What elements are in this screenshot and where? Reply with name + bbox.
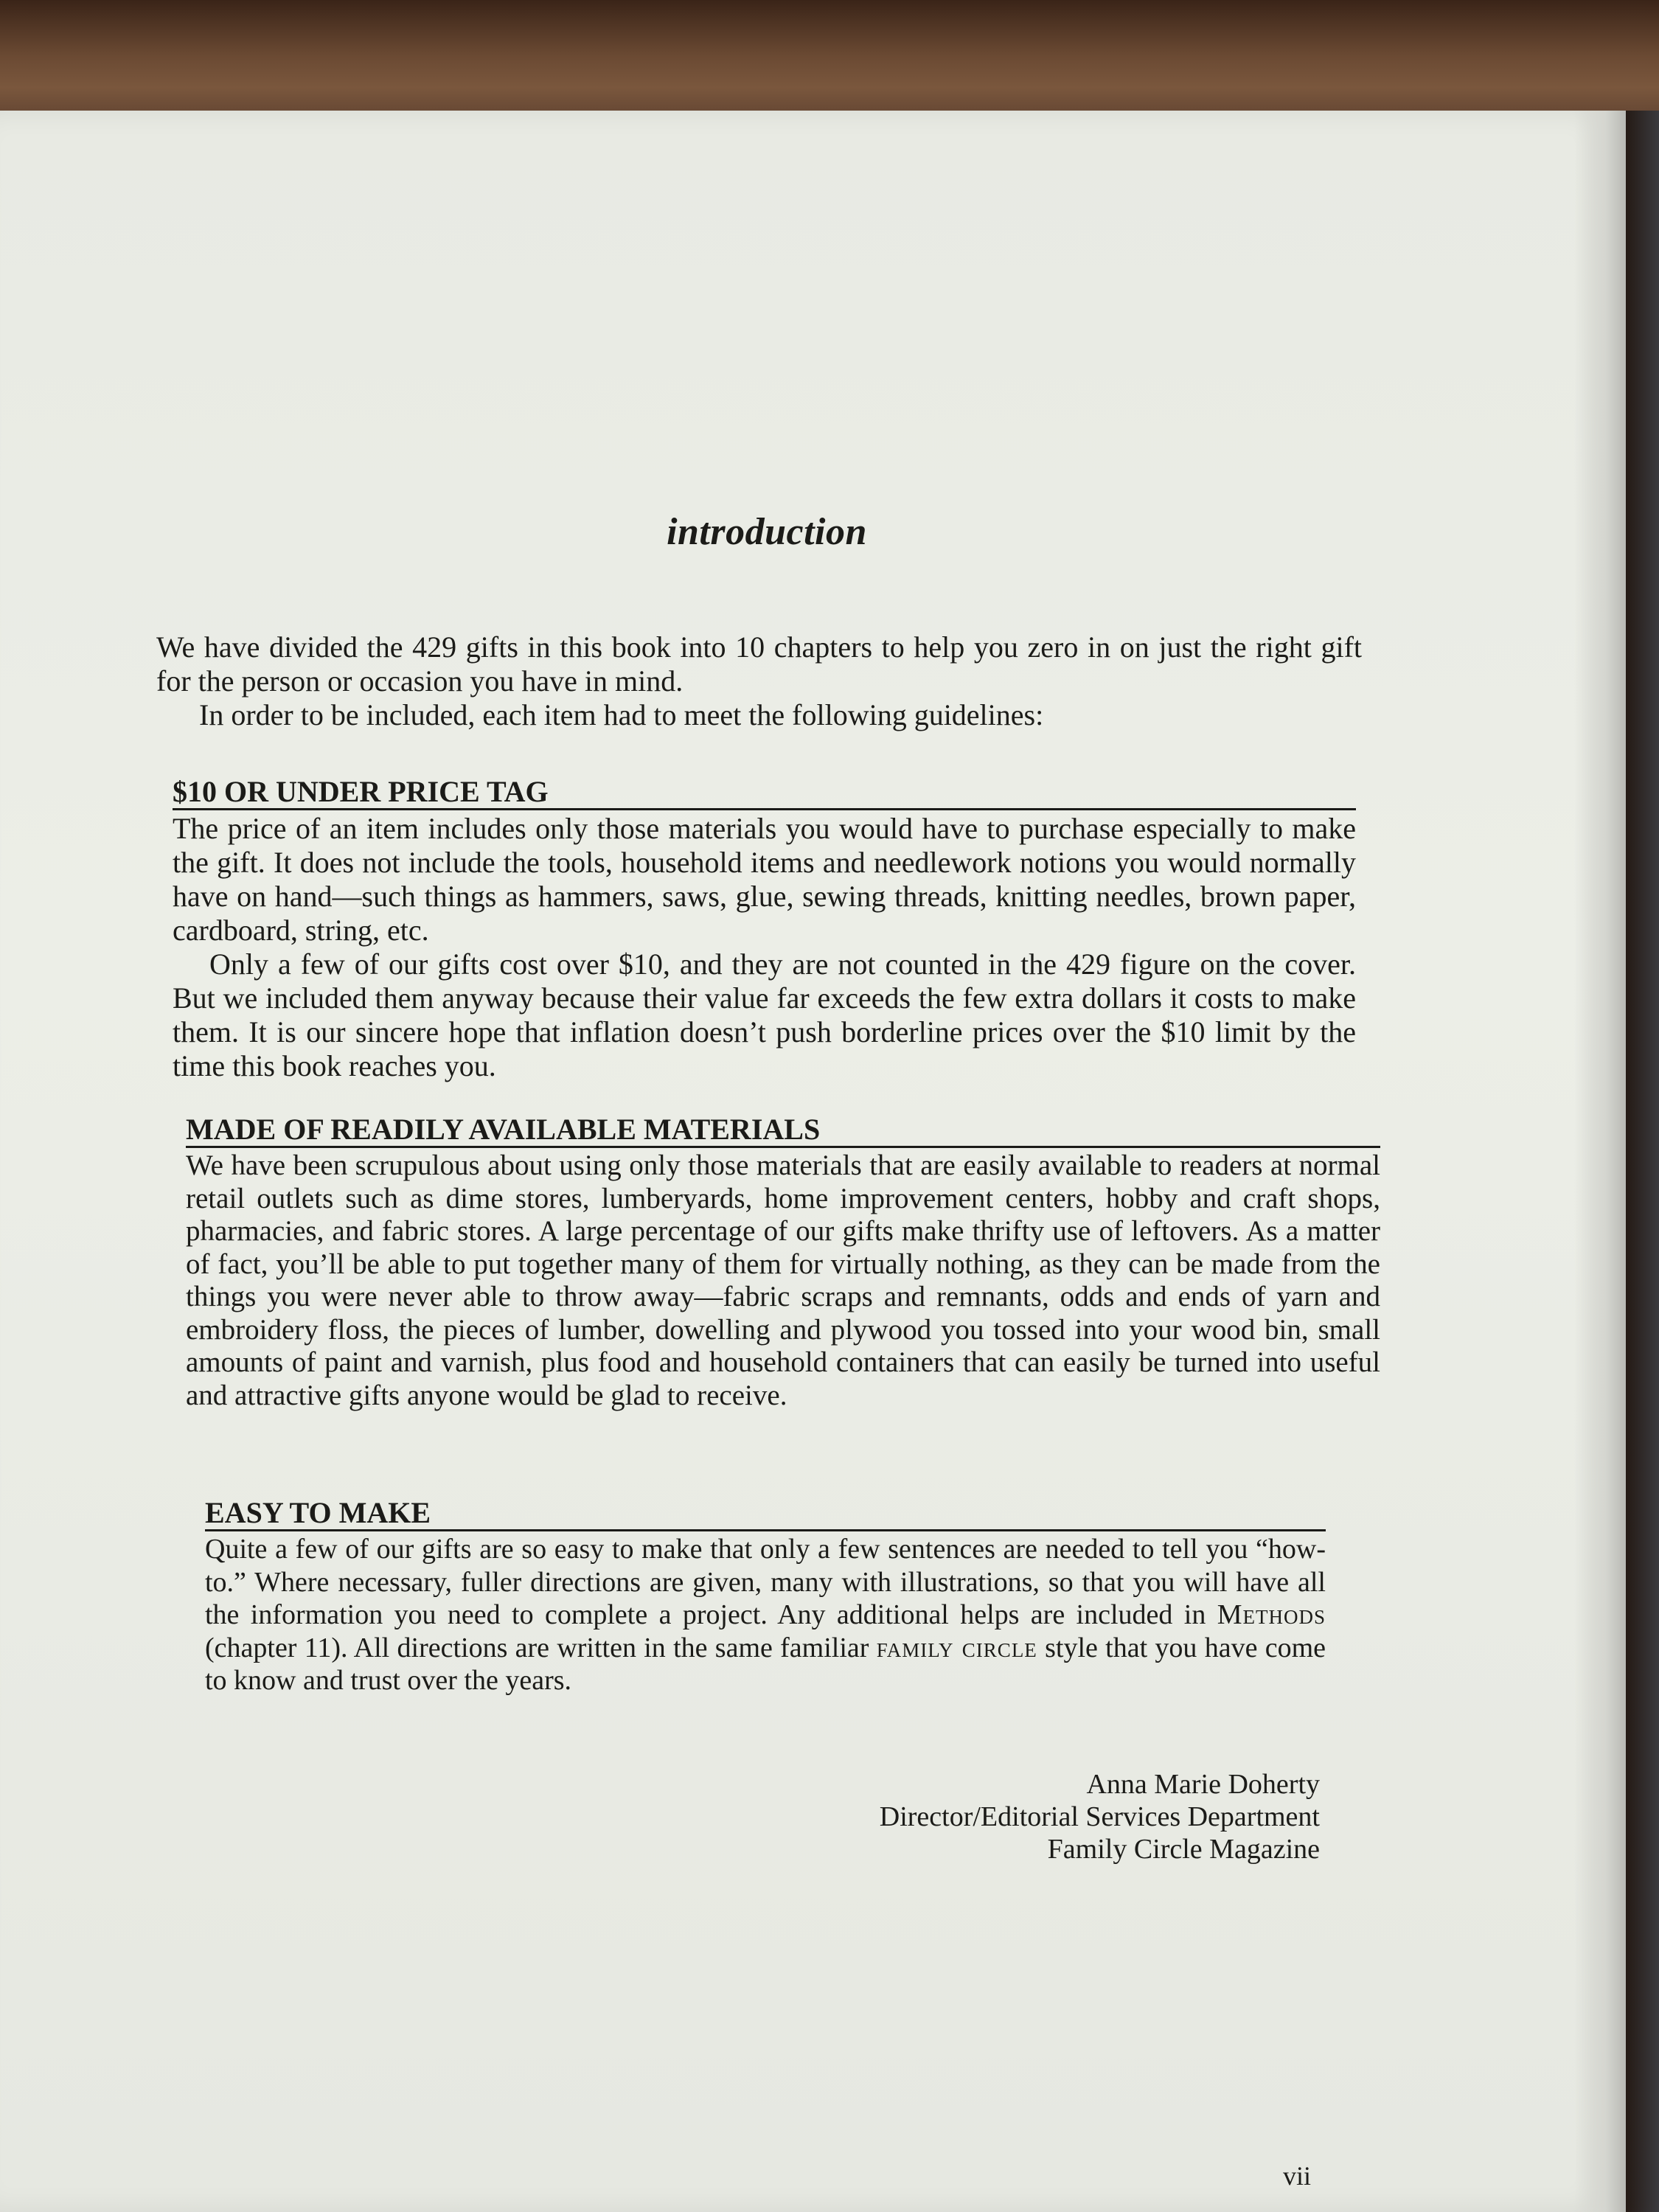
- section-price-tag: [173, 776, 1356, 1083]
- intro-paragraph-1: We have divided the 429 gifts in this book into 10 chapters to help you zero in on just the right gift for the person or occasion you have in mind.: [156, 630, 1362, 698]
- section-easy-to-make-paragraph: [205, 1533, 1326, 1697]
- wooden-table-background: [0, 0, 1659, 125]
- easy-text-part-2: (chapter 11). All directions are written in the same familiar: [205, 1632, 869, 1663]
- signature-block: [664, 1768, 1320, 1865]
- signature-name: Anna Marie Doherty: [1086, 1769, 1320, 1800]
- section-easy-to-make: [205, 1497, 1326, 1697]
- section-materials-paragraph: We have been scrupulous about using only those materials that are easily available to readers at normal retail outlets such as dime stores, lumberyards, home improvement centers, hobby and craft shops, pharmacies, and fabric stores. A large percentage of our gifts make thrifty use of leftovers. As a matter of fact, you’ll be able to put together many of them for virtually nothing, as they can be made from the things you were never able to throw away—fabric scraps and remnants, odds and ends of yarn and embroidery floss, the pieces of lumber, dowelling and plywood you tossed into your wood bin, small amounts of paint and varnish, plus food and household containers that can easily be turned into useful and attractive gifts anyone would be glad to receive.: [186, 1150, 1380, 1411]
- page-edge-shadow: [1574, 111, 1626, 2212]
- section-heading-easy-to-make: EASY TO MAKE: [205, 1497, 1326, 1531]
- easy-text-part-1: Quite a few of our gifts are so easy to make that only a few sentences are needed to tell you “how-to.” Where necessary, fuller directions are given, many with illustrations, so that you will have all the information you need to complete a project. Any additional helps are included in: [205, 1534, 1326, 1630]
- signature-organization: Family Circle Magazine: [1047, 1834, 1320, 1865]
- section-heading-price-tag: $10 OR UNDER PRICE TAG: [173, 776, 1356, 810]
- intro-block: [156, 630, 1362, 732]
- page-title: introduction: [667, 511, 867, 553]
- family-circle-brand: family circle: [876, 1632, 1037, 1663]
- easy-text-part-3: style that you have come to know and trust over the years.: [205, 1632, 1326, 1696]
- intro-paragraph-2: In order to be included, each item had to meet the following guidelines:: [199, 698, 1044, 731]
- section-price-tag-paragraph-1: The price of an item includes only those materials you would have to purchase especially to make the gift. It does not include the tools, household items and needlework notions you would normally have on hand—such things as hammers, saws, glue, sewing threads, knitting needles, brown paper, cardboard, string, etc.: [173, 812, 1356, 947]
- section-heading-materials: MADE OF READILY AVAILABLE MATERIALS: [186, 1113, 1380, 1148]
- signature-role: Director/Editorial Services Department: [879, 1801, 1320, 1832]
- section-materials: [186, 1113, 1380, 1412]
- page-number: vii: [1282, 2161, 1311, 2191]
- methods-reference: Methods: [1217, 1599, 1326, 1630]
- section-price-tag-paragraph-2: Only a few of our gifts cost over $10, and they are not counted in the 429 figure on the cover. But we included them anyway because their value far exceeds the few extra dollars it costs to make them. It is our sincere hope that inflation doesn’t push borderline prices over the $10 limit by the time this book reaches you.: [173, 947, 1356, 1082]
